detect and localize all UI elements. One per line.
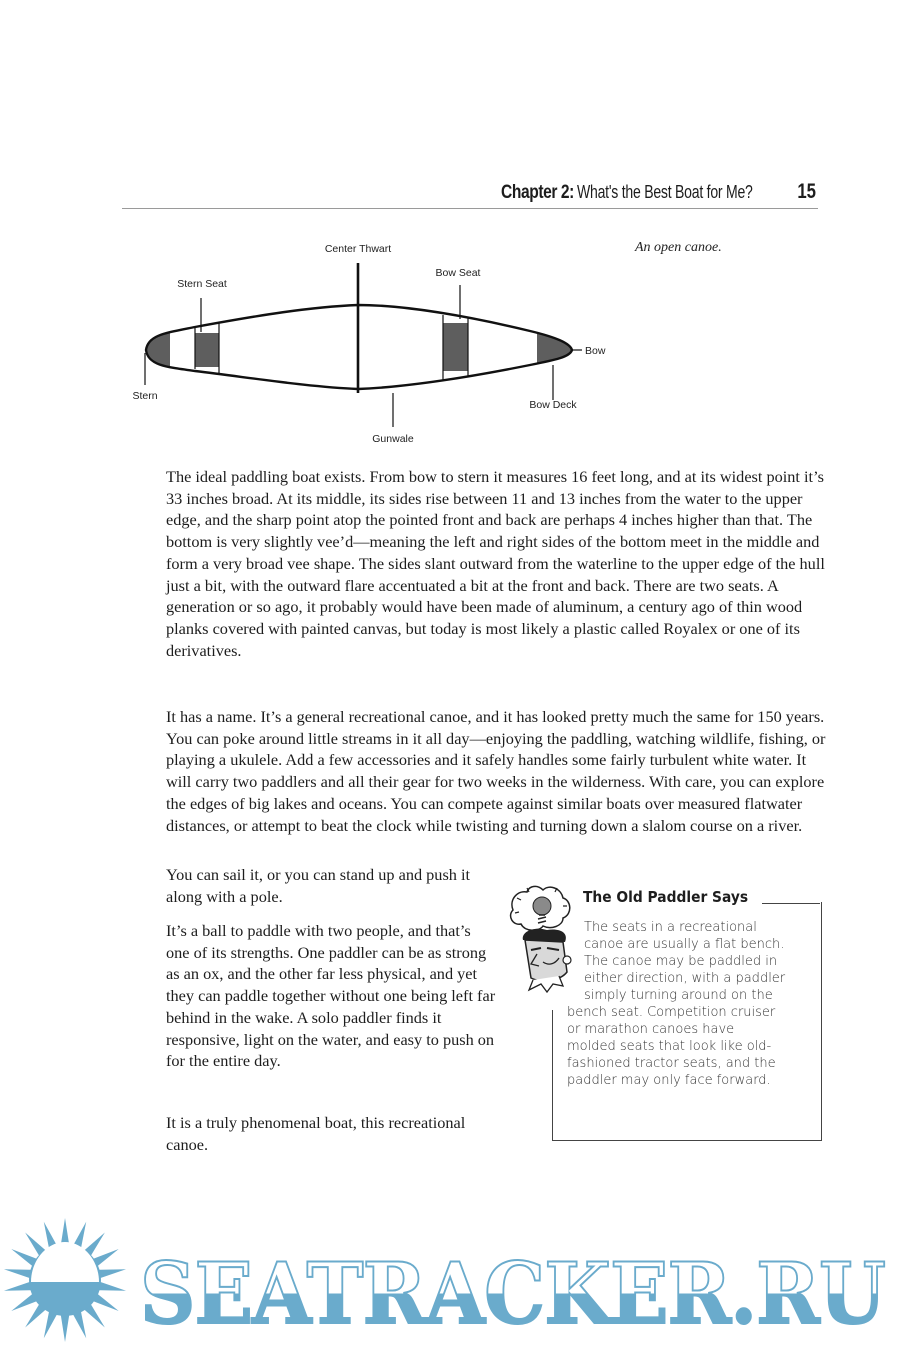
watermark-text: SEATRACKER.RU: [140, 1244, 885, 1343]
label-stern: Stern: [132, 390, 158, 402]
label-bow-seat: Bow Seat: [435, 267, 481, 279]
sun-icon: [3, 1218, 127, 1342]
tip-box-title: The Old Paddler Says: [583, 888, 749, 906]
tip-line: simply turning around on the: [584, 988, 773, 1003]
old-paddler-mascot-icon: [507, 880, 587, 1010]
chapter-title: What's the Best Boat for Me?: [577, 182, 754, 202]
label-gunwale: Gunwale: [372, 433, 414, 445]
body-paragraph: It’s a ball to paddle with two people, and that’s one of its strengths. One paddler can be as strong as an ox, and the other far less physical, and yet they can paddle together without one being left far behind in the wake. A solo paddler finds it responsive, light on the water, and easy to push on for the entire day.: [166, 921, 496, 1071]
body-paragraph: You can sail it, or you can stand up and push it along with a pole.: [166, 865, 471, 906]
tip-line: either direction, with a paddler: [584, 971, 786, 986]
tip-line: fashioned tractor seats, and the: [567, 1056, 776, 1071]
tip-line: The seats in a recreational: [584, 920, 757, 935]
label-stern-seat: Stern Seat: [177, 278, 227, 290]
tip-line: paddler may only face forward.: [567, 1073, 771, 1088]
page-number: 15: [796, 180, 816, 203]
lightbulb-icon: [533, 897, 551, 915]
figure-caption: An open canoe.: [635, 240, 722, 255]
canoe-diagram: [120, 235, 620, 450]
label-bow-deck: Bow Deck: [529, 399, 577, 411]
tip-line: The canoe may be paddled in: [584, 954, 778, 969]
label-center-thwart: Center Thwart: [324, 243, 392, 255]
chapter-label: Chapter 2:: [500, 182, 574, 203]
tip-line: or marathon canoes have: [567, 1022, 735, 1037]
body-paragraph: It has a name. It’s a general recreational canoe, and it has looked pretty much the same for 150 years. You can poke around little streams in it all day—enjoying the paddling, watching wildlife, fishing, or playing a ukulele. Add a few accessories and it safely handles some fairly turbulent white water. It will carry two paddlers and all their gear for two weeks in the wilderness. With care, you can explore the edges of big lakes and oceans. You can compete against similar boats over measured flatwater distances, or attempt to beat the clock while twisting and turning down a slalom course on a river.: [166, 707, 826, 835]
canoe-diagram-svg: [120, 235, 620, 450]
tip-line: molded seats that look like old-: [567, 1039, 772, 1054]
running-header: [122, 176, 818, 209]
body-paragraph: It is a truly phenomenal boat, this recreational canoe.: [166, 1113, 466, 1154]
header-text: [485, 180, 818, 204]
body-paragraph: The ideal paddling boat exists. From bow to stern it measures 16 feet long, and at its widest point it’s 33 inches broad. At its middle, its sides rise between 11 and 13 inches from the water to the upper edge, and the sharp point atop the pointed front and back are perhaps 4 inches higher than that. The bottom is very slightly vee’d—meaning the left and right sides of the bottom meet in the middle and form a very broad vee shape. The sides slant outward from the waterline to the upper edge of the hull just a bit, with the outward flare accentuated a bit at the front and back. There are two seats. A generation or so ago, it probably would have been made of aluminum, a century ago of thin wood planks covered with painted canvas, but today is most likely a plastic called Royalex or one of its derivatives.: [166, 467, 825, 660]
tip-line: bench seat. Competition cruiser: [567, 1005, 776, 1020]
stern-seat: [195, 333, 219, 367]
watermark-logo: [0, 1215, 900, 1350]
tip-box-top-rule: [762, 903, 820, 904]
bow-seat: [443, 323, 468, 371]
tip-line: canoe are usually a flat bench.: [584, 937, 785, 952]
label-bow: Bow: [585, 345, 606, 357]
